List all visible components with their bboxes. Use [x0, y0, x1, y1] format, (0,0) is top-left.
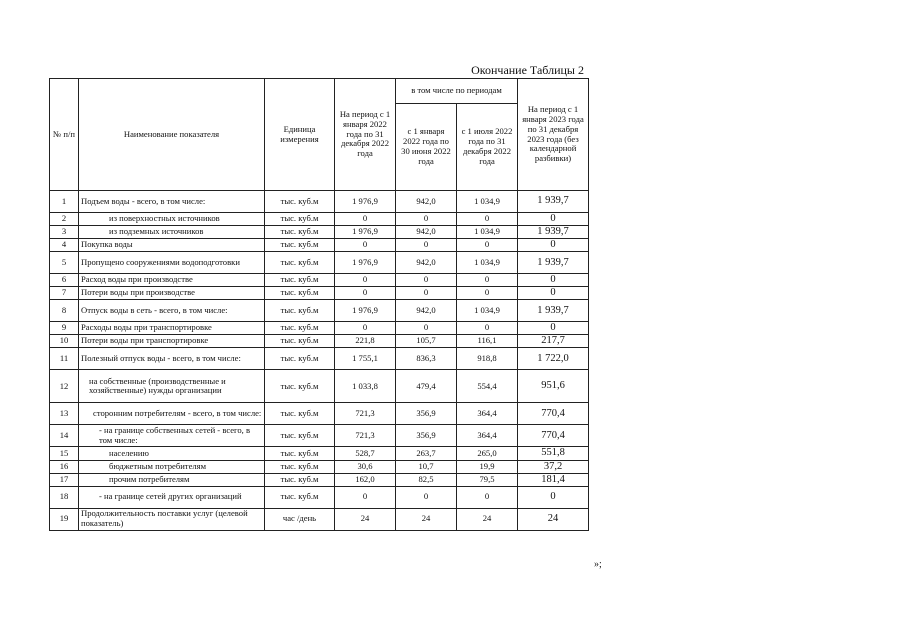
table-row — [50, 425, 589, 447]
row-unit: тыс. куб.м — [265, 274, 335, 287]
row-value-half1: 0 — [396, 287, 457, 300]
row-value-2023: 770,4 — [518, 425, 589, 447]
row-number: 7 — [50, 287, 79, 300]
row-value-half2: 554,4 — [457, 370, 518, 403]
row-value-half2: 364,4 — [457, 425, 518, 447]
row-value-half2: 19,9 — [457, 460, 518, 473]
row-name: Продолжительность поставки услуг (целевой показатель) — [79, 508, 265, 530]
row-value-half2: 918,8 — [457, 348, 518, 370]
row-value-2022: 162,0 — [335, 473, 396, 486]
row-name: Полезный отпуск воды - всего, в том числе: — [79, 348, 265, 370]
row-value-2022: 1 976,9 — [335, 252, 396, 274]
row-name: Пропущено сооружениями водоподготовки — [79, 252, 265, 274]
header-num: № п/п — [50, 79, 79, 191]
row-unit: тыс. куб.м — [265, 425, 335, 447]
row-number: 13 — [50, 403, 79, 425]
row-value-2023: 0 — [518, 486, 589, 508]
row-unit: тыс. куб.м — [265, 460, 335, 473]
row-name: - на границе собственных сетей - всего, в том числе: — [79, 425, 265, 447]
row-unit: тыс. куб.м — [265, 473, 335, 486]
row-value-2023: 217,7 — [518, 335, 589, 348]
table-row — [50, 403, 589, 425]
row-value-half2: 0 — [457, 322, 518, 335]
row-value-half1: 942,0 — [396, 300, 457, 322]
table-row — [50, 239, 589, 252]
row-value-2023: 1 939,7 — [518, 252, 589, 274]
row-number: 2 — [50, 213, 79, 226]
row-value-half1: 942,0 — [396, 252, 457, 274]
row-value-half1: 0 — [396, 239, 457, 252]
row-unit: тыс. куб.м — [265, 252, 335, 274]
table-row — [50, 287, 589, 300]
table-row — [50, 322, 589, 335]
table-row — [50, 473, 589, 486]
row-value-2023: 551,8 — [518, 447, 589, 460]
row-number: 14 — [50, 425, 79, 447]
row-number: 17 — [50, 473, 79, 486]
table-row — [50, 300, 589, 322]
row-value-half1: 0 — [396, 213, 457, 226]
row-value-2022: 1 976,9 — [335, 191, 396, 213]
row-value-2023: 1 939,7 — [518, 191, 589, 213]
row-value-2022: 0 — [335, 486, 396, 508]
row-value-2023: 770,4 — [518, 403, 589, 425]
row-value-2023: 0 — [518, 287, 589, 300]
row-value-half1: 942,0 — [396, 191, 457, 213]
row-name: бюджетным потребителям — [79, 460, 265, 473]
table-row — [50, 460, 589, 473]
row-number: 5 — [50, 252, 79, 274]
row-name: из подземных источников — [79, 226, 265, 239]
row-name: прочим потребителям — [79, 473, 265, 486]
table-row — [50, 348, 589, 370]
row-unit: тыс. куб.м — [265, 486, 335, 508]
row-number: 9 — [50, 322, 79, 335]
header-period-2023: На период с 1 января 2023 года по 31 декабря 2023 года (без календарной разбивки) — [518, 79, 589, 191]
row-number: 4 — [50, 239, 79, 252]
row-value-2022: 528,7 — [335, 447, 396, 460]
table-row — [50, 370, 589, 403]
row-value-2022: 24 — [335, 508, 396, 530]
row-unit: тыс. куб.м — [265, 239, 335, 252]
row-number: 11 — [50, 348, 79, 370]
row-number: 1 — [50, 191, 79, 213]
row-unit: тыс. куб.м — [265, 370, 335, 403]
table-row — [50, 213, 589, 226]
row-unit: тыс. куб.м — [265, 322, 335, 335]
trailing-mark: »; — [594, 559, 602, 570]
row-unit: тыс. куб.м — [265, 191, 335, 213]
row-unit: тыс. куб.м — [265, 348, 335, 370]
row-value-half1: 479,4 — [396, 370, 457, 403]
row-number: 3 — [50, 226, 79, 239]
row-value-2023: 37,2 — [518, 460, 589, 473]
row-value-2023: 1 939,7 — [518, 226, 589, 239]
row-number: 15 — [50, 447, 79, 460]
row-value-2022: 0 — [335, 239, 396, 252]
row-name: Расходы воды при транспортировке — [79, 322, 265, 335]
row-value-2022: 0 — [335, 322, 396, 335]
water-balance-table — [49, 78, 589, 531]
row-value-half2: 79,5 — [457, 473, 518, 486]
row-name: Покупка воды — [79, 239, 265, 252]
row-name: из поверхностных источников — [79, 213, 265, 226]
row-value-half1: 836,3 — [396, 348, 457, 370]
row-value-half1: 82,5 — [396, 473, 457, 486]
row-value-2022: 1 976,9 — [335, 300, 396, 322]
row-value-half2: 1 034,9 — [457, 300, 518, 322]
row-value-half1: 356,9 — [396, 403, 457, 425]
row-name: - на границе сетей других организаций — [79, 486, 265, 508]
row-value-half1: 0 — [396, 274, 457, 287]
row-value-2022: 0 — [335, 274, 396, 287]
header-unit: Единица измерения — [265, 79, 335, 191]
table-caption: Окончание Таблицы 2 — [471, 63, 584, 77]
row-value-2022: 721,3 — [335, 403, 396, 425]
row-number: 19 — [50, 508, 79, 530]
header-period-2022: На период с 1 января 2022 года по 31 декабря 2022 года — [335, 79, 396, 191]
row-value-half2: 0 — [457, 239, 518, 252]
row-value-2022: 0 — [335, 213, 396, 226]
row-value-2022: 0 — [335, 287, 396, 300]
row-value-2023: 181,4 — [518, 473, 589, 486]
row-name: Потери воды при производстве — [79, 287, 265, 300]
row-unit: тыс. куб.м — [265, 226, 335, 239]
table-row — [50, 508, 589, 530]
row-value-half2: 1 034,9 — [457, 252, 518, 274]
row-name: Расход воды при производстве — [79, 274, 265, 287]
row-value-2022: 30,6 — [335, 460, 396, 473]
row-name: Отпуск воды в сеть - всего, в том числе: — [79, 300, 265, 322]
row-value-half1: 356,9 — [396, 425, 457, 447]
table-row — [50, 447, 589, 460]
header-name: Наименование показателя — [79, 79, 265, 191]
table-row — [50, 274, 589, 287]
row-value-half2: 116,1 — [457, 335, 518, 348]
row-value-2023: 0 — [518, 322, 589, 335]
row-value-2023: 1 722,0 — [518, 348, 589, 370]
table-row — [50, 191, 589, 213]
row-value-half2: 24 — [457, 508, 518, 530]
row-value-half1: 105,7 — [396, 335, 457, 348]
row-value-half1: 263,7 — [396, 447, 457, 460]
row-unit: тыс. куб.м — [265, 335, 335, 348]
row-value-half2: 0 — [457, 486, 518, 508]
row-value-2023: 1 939,7 — [518, 300, 589, 322]
row-value-2023: 0 — [518, 239, 589, 252]
header-including: в том числе по периодам — [396, 79, 518, 104]
row-value-half2: 1 034,9 — [457, 191, 518, 213]
row-value-half1: 942,0 — [396, 226, 457, 239]
row-value-half2: 364,4 — [457, 403, 518, 425]
table-body — [50, 191, 589, 531]
row-value-half2: 265,0 — [457, 447, 518, 460]
row-value-2023: 951,6 — [518, 370, 589, 403]
row-value-half1: 24 — [396, 508, 457, 530]
row-value-2023: 0 — [518, 213, 589, 226]
row-name: на собственные (производственные и хозяйственные) нужды организации — [79, 370, 265, 403]
row-unit: тыс. куб.м — [265, 447, 335, 460]
row-value-2023: 24 — [518, 508, 589, 530]
row-value-half1: 0 — [396, 486, 457, 508]
row-unit: тыс. куб.м — [265, 213, 335, 226]
row-value-half1: 0 — [396, 322, 457, 335]
row-value-2022: 221,8 — [335, 335, 396, 348]
row-name: Подъем воды - всего, в том числе: — [79, 191, 265, 213]
row-number: 16 — [50, 460, 79, 473]
row-name: сторонним потребителям - всего, в том числе: — [79, 403, 265, 425]
table-row — [50, 335, 589, 348]
row-value-2022: 721,3 — [335, 425, 396, 447]
row-value-2023: 0 — [518, 274, 589, 287]
row-number: 6 — [50, 274, 79, 287]
row-unit: час /день — [265, 508, 335, 530]
row-value-2022: 1 976,9 — [335, 226, 396, 239]
row-value-2022: 1 755,1 — [335, 348, 396, 370]
row-unit: тыс. куб.м — [265, 287, 335, 300]
table-row — [50, 252, 589, 274]
row-value-half2: 1 034,9 — [457, 226, 518, 239]
row-number: 10 — [50, 335, 79, 348]
row-number: 8 — [50, 300, 79, 322]
row-name: Потери воды при транспортировке — [79, 335, 265, 348]
row-value-2022: 1 033,8 — [335, 370, 396, 403]
row-unit: тыс. куб.м — [265, 300, 335, 322]
header-half1: с 1 января 2022 года по 30 июня 2022 года — [396, 104, 457, 191]
row-name: населению — [79, 447, 265, 460]
row-value-half1: 10,7 — [396, 460, 457, 473]
row-value-half2: 0 — [457, 274, 518, 287]
table-row — [50, 486, 589, 508]
row-value-half2: 0 — [457, 213, 518, 226]
row-number: 18 — [50, 486, 79, 508]
table-row — [50, 226, 589, 239]
header-half2: с 1 июля 2022 года по 31 декабря 2022 года — [457, 104, 518, 191]
row-unit: тыс. куб.м — [265, 403, 335, 425]
row-number: 12 — [50, 370, 79, 403]
row-value-half2: 0 — [457, 287, 518, 300]
